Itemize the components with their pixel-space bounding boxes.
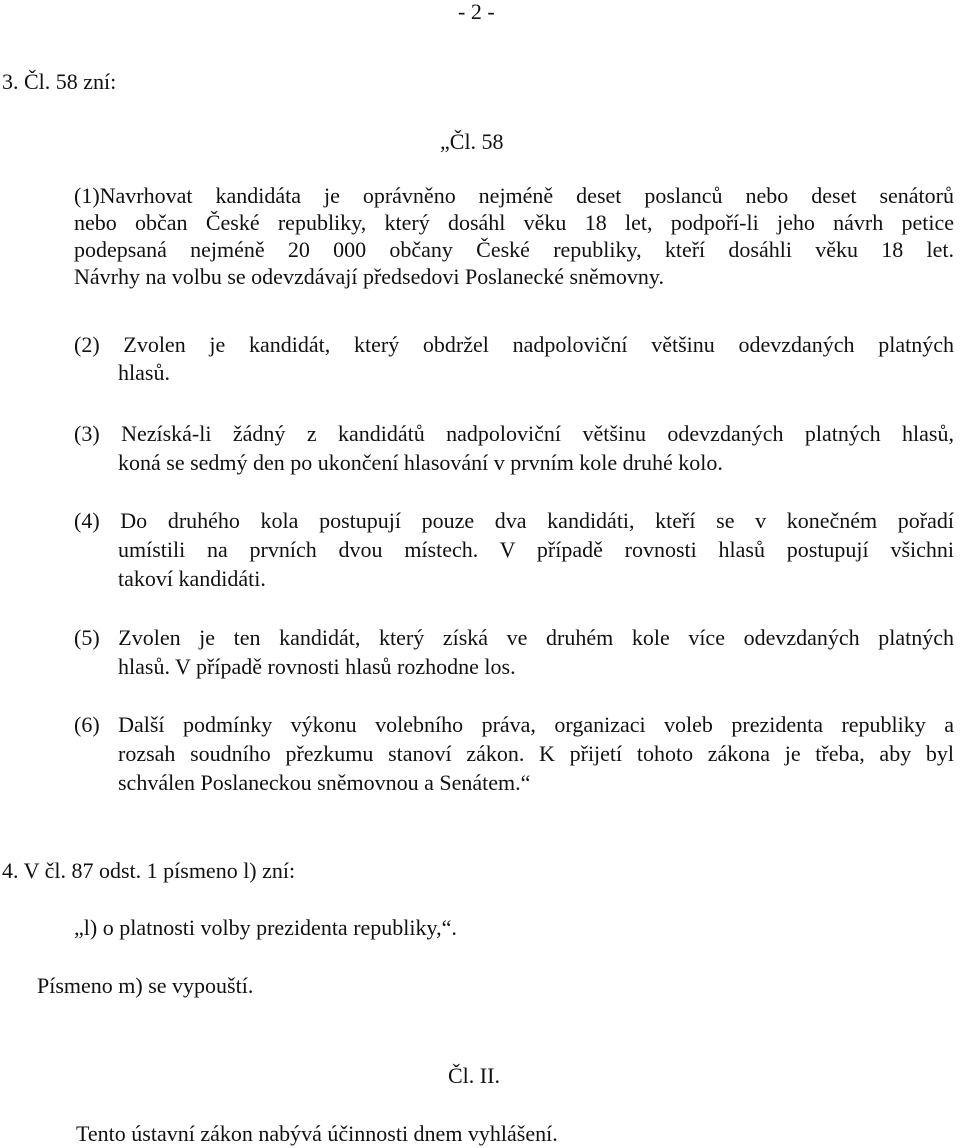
page-number: - 2 -	[458, 0, 495, 24]
item-4-quote: „l) o platnosti volby prezidenta republiky,“.	[74, 915, 457, 940]
paragraph-2-line-1: (2) Zvolen je kandidát, který obdržel nadpoloviční většinu odevzdaných platných	[74, 332, 954, 357]
paragraph-6-line-2: rozsah soudního přezkumu stanoví zákon. K přijetí tohoto zákona je třeba, aby byl	[118, 741, 954, 766]
paragraph-1-line-4: Návrhy na volbu se odevzdávají předsedovi Poslanecké sněmovny.	[74, 264, 664, 289]
paragraph-2-line-2: hlasů.	[118, 360, 170, 385]
paragraph-4-line-3: takoví kandidáti.	[118, 566, 266, 591]
paragraph-4-line-2: umístili na prvních dvou místech. V případě rovnosti hlasů postupují všichni	[118, 537, 954, 562]
paragraph-1-line-1: (1)Navrhovat kandidáta je oprávněno nejméně deset poslanců nebo deset senátorů	[74, 183, 954, 208]
paragraph-6-line-3: schválen Poslaneckou sněmovnou a Senátem.“	[118, 770, 531, 795]
paragraph-5-line-2: hlasů. V případě rovnosti hlasů rozhodne los.	[118, 654, 516, 679]
article-ii-text: Tento ústavní zákon nabývá účinnosti dnem vyhlášení.	[76, 1121, 558, 1146]
item-4-heading: 4. V čl. 87 odst. 1 písmeno l) zní:	[2, 858, 296, 883]
paragraph-3-line-2: koná se sedmý den po ukončení hlasování v prvním kole druhé kolo.	[118, 450, 723, 475]
article-58-title: „Čl. 58	[440, 129, 504, 154]
paragraph-1-line-2: nebo občan České republiky, který dosáhl věku 18 let, podpoří-li jeho návrh petice	[74, 210, 954, 235]
paragraph-5-line-1: (5) Zvolen je ten kandidát, který získá ve druhém kole více odevzdaných platných	[74, 625, 954, 650]
paragraph-3-line-1: (3) Nezíská-li žádný z kandidátů nadpoloviční většinu odevzdaných platných hlasů,	[74, 421, 954, 446]
paragraph-6-line-1: (6) Další podmínky výkonu volebního práva, organizaci voleb prezidenta republiky a	[74, 712, 954, 737]
item-3-heading: 3. Čl. 58 zní:	[2, 69, 117, 94]
item-4-note: Písmeno m) se vypouští.	[37, 973, 254, 998]
paragraph-1-line-3: podepsaná nejméně 20 000 občany České republiky, kteří dosáhli věku 18 let.	[74, 237, 954, 262]
article-ii-title: Čl. II.	[448, 1063, 500, 1088]
paragraph-4-line-1: (4) Do druhého kola postupují pouze dva kandidáti, kteří se v konečném pořadí	[74, 508, 954, 533]
